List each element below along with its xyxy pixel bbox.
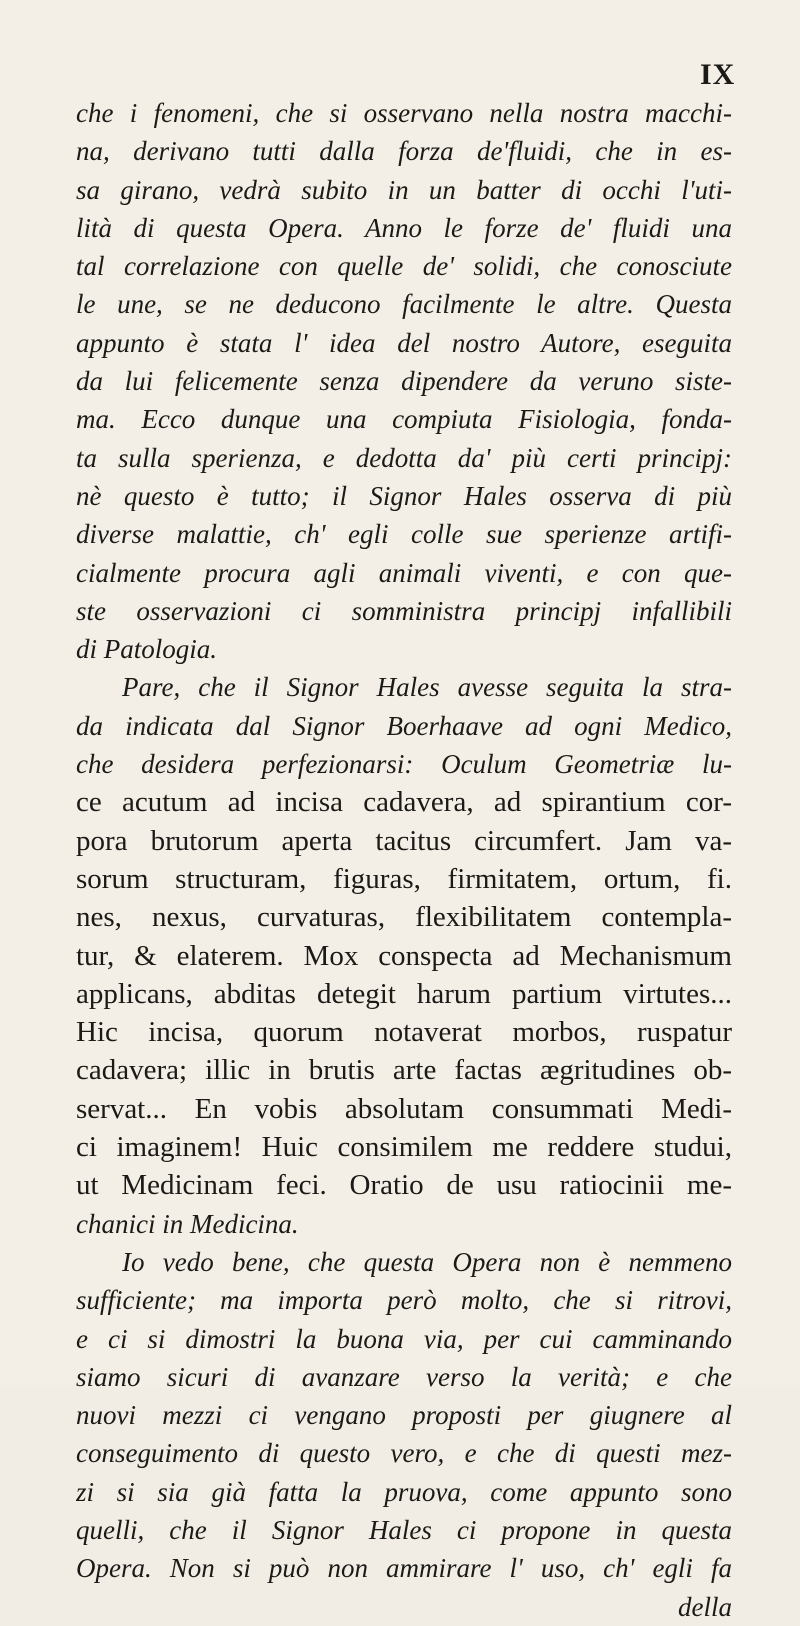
latin-quote-line: ut Medicinam feci. Oratio de usu ratiocinii me- xyxy=(76,1169,732,1202)
latin-quote-line: applicans, abditas detegit harum partium virtutes... xyxy=(76,977,732,1010)
text-line: Opera. Non si può non ammirare l' uso, ch' egli fa xyxy=(76,1553,732,1584)
latin-quote-line: tur, & elaterem. Mox conspecta ad Mechanismum xyxy=(76,939,732,972)
text-line: di Patologia. xyxy=(76,634,217,665)
text-line: ste osservazioni ci somministra principj infallibili xyxy=(76,595,732,626)
text-line: conseguimento di questo vero, e che di questi mez- xyxy=(76,1438,732,1469)
latin-quote-line: cadavera; illic in brutis arte factas ægritudines ob- xyxy=(76,1054,732,1087)
text-line: zi si sia già fatta la pruova, come appunto sono xyxy=(76,1476,732,1507)
text-line: nuovi mezzi ci vengano proposti per giugnere al xyxy=(76,1400,732,1431)
text-line: che i fenomeni, che si osservano nella nostra macchi- xyxy=(76,98,732,128)
body-text xyxy=(76,94,732,1626)
text-line: sufficiente; ma importa però molto, che si ritrovi, xyxy=(76,1285,732,1316)
text-line: appunto è stata l' idea del nostro Autore, eseguita xyxy=(76,327,732,358)
latin-quote-line: pora brutorum aperta tacitus circumfert. Jam va- xyxy=(76,824,732,857)
text-line: chanici in Medicina. xyxy=(76,1208,299,1239)
latin-quote-line: ci imaginem! Huic consimilem me reddere studui, xyxy=(76,1131,732,1164)
text-line: che desidera perfezionarsi: Oculum Geometriæ lu- xyxy=(76,749,732,780)
text-line: e ci si dimostri la buona via, per cui camminando xyxy=(76,1323,732,1354)
text-line: tal correlazione con quelle de' solidi, che conosciute xyxy=(76,251,732,282)
text-line: nè questo è tutto; il Signor Hales osserva di più xyxy=(76,480,732,511)
text-line: na, derivano tutti dalla forza de'fluidi, che in es- xyxy=(76,136,732,167)
text-line: da indicata dal Signor Boerhaave ad ogni Medico, xyxy=(76,710,732,741)
catchword: della xyxy=(678,1591,732,1622)
latin-quote-line: nes, nexus, curvaturas, flexibilitatem contempla- xyxy=(76,901,732,934)
latin-quote-line: Hic incisa, quorum notaverat morbos, ruspatur xyxy=(76,1016,732,1049)
text-line: cialmente procura agli animali viventi, e con que- xyxy=(76,557,732,588)
text-line: sa girano, vedrà subito in un batter di occhi l'uti- xyxy=(76,174,732,205)
text-line: siamo sicuri di avanzare verso la verità; e che xyxy=(76,1361,732,1392)
latin-quote-line: sorum structuram, figuras, firmitatem, ortum, fi. xyxy=(76,862,732,895)
text-line: da lui felicemente senza dipendere da veruno siste- xyxy=(76,366,732,397)
text-line: lità di questa Opera. Anno le forze de' fluidi una xyxy=(76,212,732,243)
paragraph-start-line: Pare, che il Signor Hales avesse seguita la stra- xyxy=(122,672,732,703)
text-line: ta sulla sperienza, e dedotta da' più certi principj: xyxy=(76,442,732,473)
latin-quote-line: servat... En vobis absolutam consummati Medi- xyxy=(76,1092,732,1125)
text-line: le une, se ne deducono facilmente le altre. Questa xyxy=(76,289,732,320)
latin-quote-line: ce acutum ad incisa cadavera, ad spirantium cor- xyxy=(76,786,732,819)
text-line: diverse malattie, ch' egli colle sue sperienze artifi- xyxy=(76,519,732,550)
page-number: IX xyxy=(700,58,736,91)
text-line: quelli, che il Signor Hales ci propone in questa xyxy=(76,1514,732,1545)
text-line: ma. Ecco dunque una compiuta Fisiologia, fonda- xyxy=(76,404,732,435)
paragraph-start-line: Io vedo bene, che questa Opera non è nemmeno xyxy=(122,1246,732,1277)
